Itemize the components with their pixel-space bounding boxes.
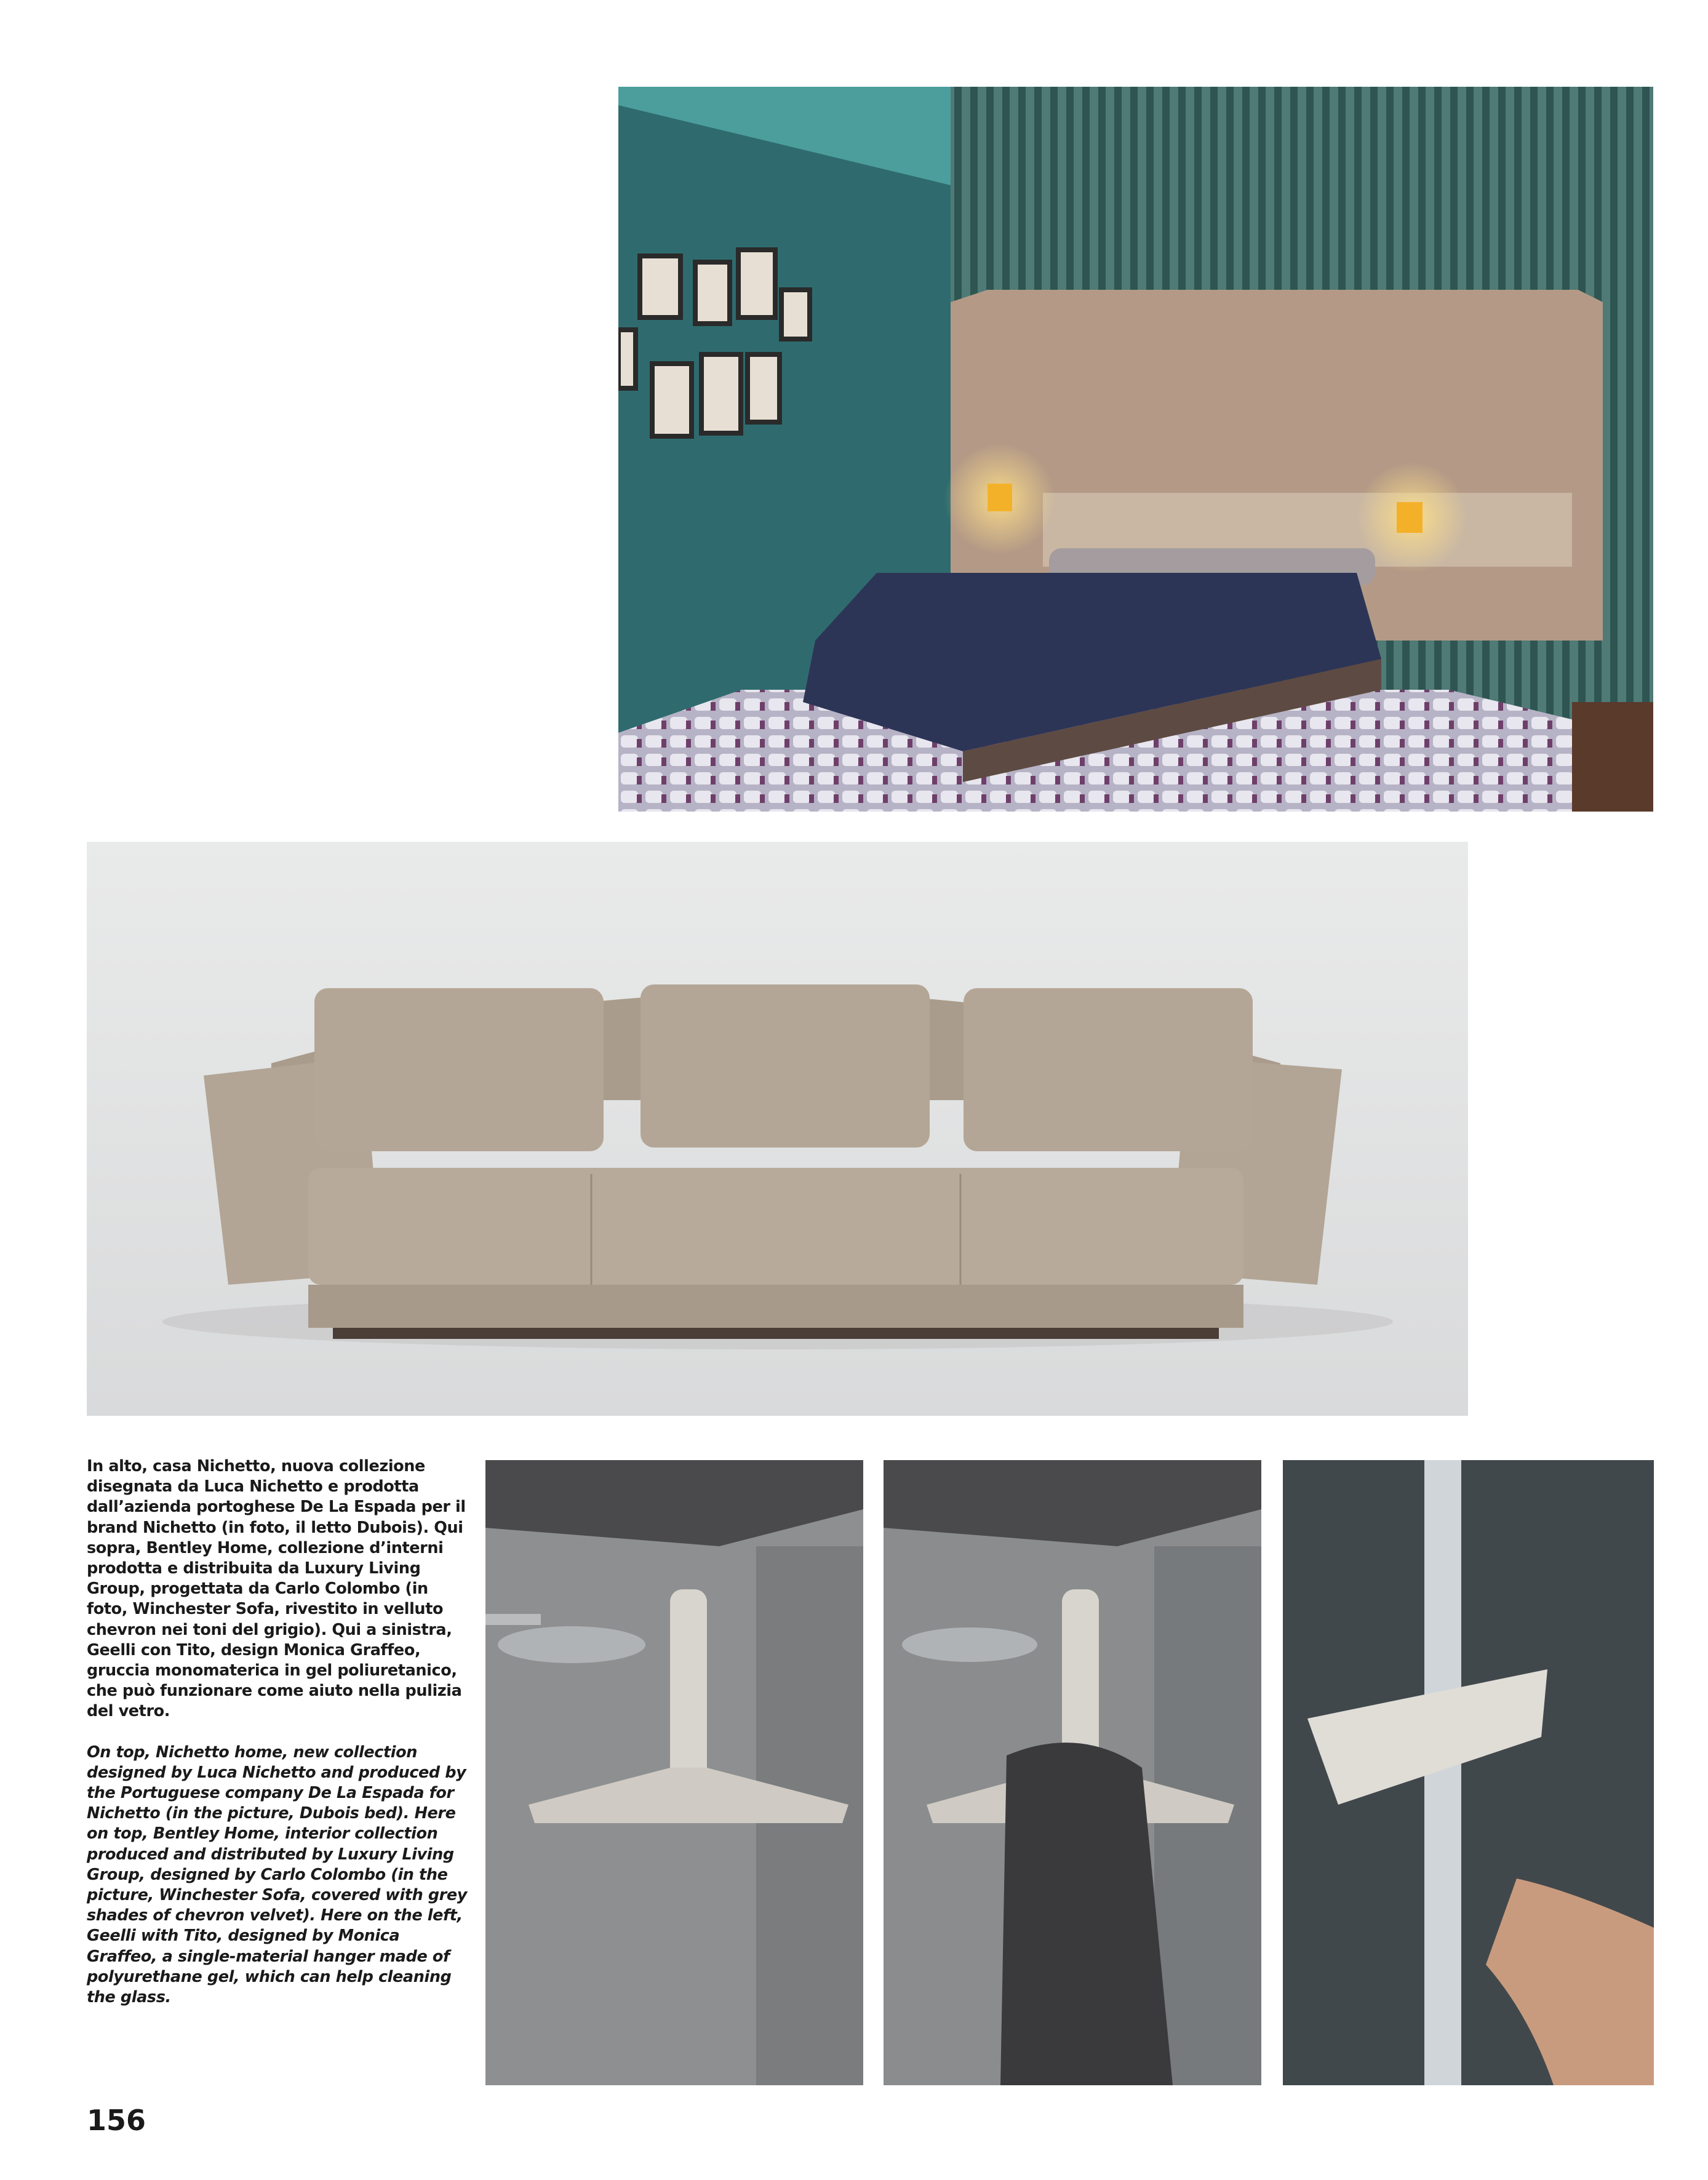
page-number: 156	[87, 2104, 146, 2137]
hanger-illustration-1	[485, 1460, 863, 2085]
sofa-photo	[87, 842, 1468, 1416]
bedroom-illustration	[618, 87, 1653, 812]
caption-italian: In alto, casa Nichetto, nuova collezione disegnata da Luca Nichetto e prodotta dall’azienda portoghese De La Espada per il brand Nichetto (in foto, il letto Dubois). Qui sopra, Bentley Home, collezione d’interni prodotta e distribuita da Luxury Living Group, progettata da Carlo Colombo (in foto, Winchester Sofa, rivestito in velluto chevron nei toni del grigio). Qui a sinistra, Geelli con Tito, design Monica Graffeo, gruccia monomaterica in gel poliuretanico, che può funzionare come aiuto nella pulizia del vetro.	[87, 1457, 466, 1721]
bedroom-photo	[618, 87, 1653, 812]
hanger-photo-3	[1283, 1460, 1654, 2085]
caption-english: On top, Nichetto home, new collection designed by Luca Nichetto and produced by the Portuguese company De La Espada for Nichetto (in the picture, Dubois bed). Here on top, Bentley Home, interior collection produced and distributed by Luxury Living Group, designed by Carlo Colombo (in the picture, Winchester Sofa, covered with grey shades of chevron velvet). Here on the left, Geelli with Tito, designed by Monica Graffeo, a single-material hanger made of polyurethane gel, which can help cleaning the glass.	[87, 1743, 467, 2007]
hanger-photo-1	[485, 1460, 863, 2085]
hanger-illustration-3	[1283, 1460, 1654, 2085]
sofa-illustration	[87, 842, 1468, 1416]
hanger-photo-2	[884, 1460, 1261, 2085]
hanger-illustration-2	[884, 1460, 1261, 2085]
caption	[87, 1456, 468, 2028]
